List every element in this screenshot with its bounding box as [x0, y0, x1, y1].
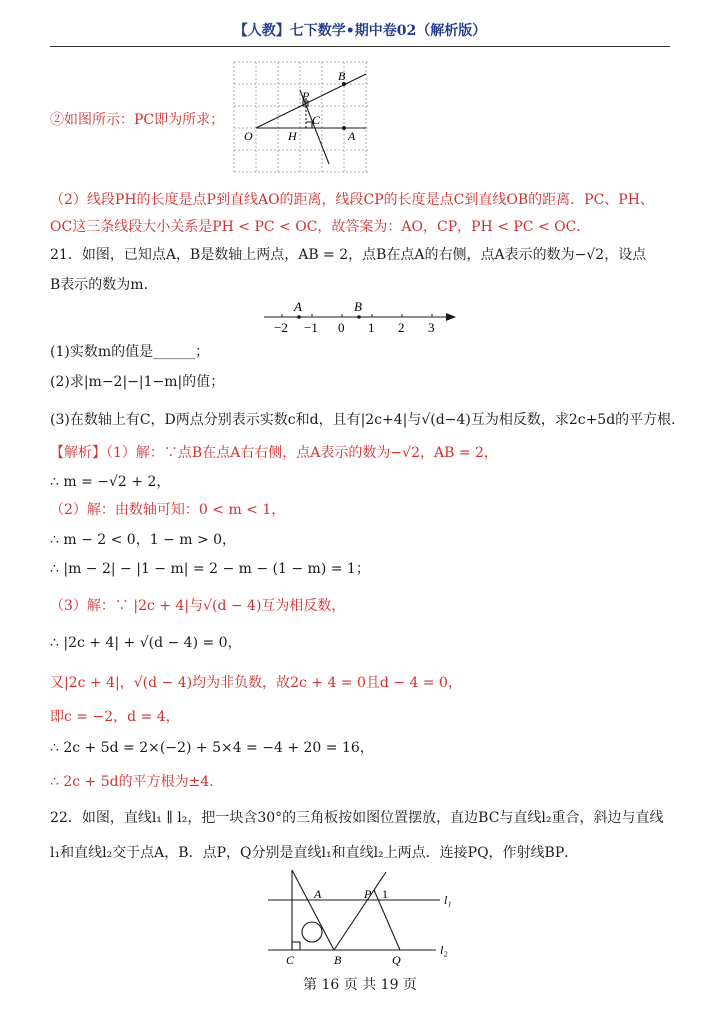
fig2-label-q: Q	[392, 953, 401, 967]
page-header: 【人教】七下数学•期中卷02（解析版）	[233, 23, 487, 39]
ray-ob	[256, 74, 366, 128]
label-b: B	[338, 69, 346, 83]
triangle-figure	[262, 868, 462, 968]
fig2-label-b: B	[334, 953, 342, 967]
tick-label: 1	[368, 320, 375, 334]
point-b	[357, 315, 361, 319]
fig2-label-p: P	[364, 887, 372, 901]
nl-label-a: A	[294, 299, 302, 314]
sol-line: ∴ m − 2 < 0，1 − m > 0，	[50, 532, 237, 548]
fig2-label-a: A	[314, 887, 322, 901]
label-o: O	[244, 129, 253, 143]
point-a	[297, 315, 301, 319]
hole	[302, 922, 322, 942]
part2-line2: OC这三条线段大小关系是PH < PC < OC，故答案为：AO，CP，PH < PC < OC．	[50, 219, 591, 235]
tick-label: −1	[304, 320, 318, 334]
sol-line: ∴ 2c + 5d的平方根为±4．	[50, 774, 224, 790]
label-c: C	[312, 113, 321, 127]
sol-line: （3）解：∵ |2c + 4|与√(d − 4)互为相反数，	[50, 598, 346, 614]
ray-bp	[334, 872, 386, 950]
q21-part2: (2)求|m−2|−|1−m|的值；	[50, 374, 225, 390]
sol-line: 即c = −2，d = 4，	[50, 709, 180, 725]
q21-stem1: 21．如图，已知点A，B是数轴上两点，AB = 2，点B在点A的右侧，点A表示的数为−√2，设点	[50, 247, 647, 263]
grid-figure	[232, 60, 370, 174]
sol-line: ∴ |2c + 4| + √(d − 4) = 0，	[50, 635, 242, 651]
q21-part3: (3)在数轴上有C，D两点分别表示实数c和d，且有|2c+4|与√(d−4)互为相反数，求2c+5d的平方根．	[50, 412, 686, 428]
fig2-label-c: C	[286, 953, 295, 967]
sol-line: ∴ 2c + 5d = 2×(−2) + 5×4 = −4 + 20 = 16，	[50, 740, 374, 756]
fig2-label-angle1: 1	[382, 887, 388, 901]
set-square	[292, 870, 334, 950]
sol-line: ∴ |m − 2| − |1 − m| = 2 − m − (1 − m) = 1；	[50, 561, 370, 577]
tick-label: 2	[398, 320, 405, 334]
nl-label-b: B	[354, 299, 362, 314]
sol-line: 又|2c + 4|，√(d − 4)均为非负数，故2c + 4 = 0且d − 4 = 0，	[50, 675, 462, 691]
sol-line: ∴ m = −√2 + 2，	[50, 474, 171, 490]
label-h: H	[288, 129, 297, 143]
fig2-label-l2: l₂	[440, 943, 448, 957]
number-line	[260, 296, 460, 334]
tick-label: 0	[338, 320, 345, 334]
q22-stem2: l₁和直线l₂交于点A，B．点P，Q分别是直线l₁和直线l₂上两点．连接PQ，作射线BP．	[50, 845, 579, 861]
tick-label: −2	[274, 320, 288, 334]
q21-stem2: B表示的数为m．	[50, 277, 158, 293]
q21-part1: (1)实数m的值是______；	[50, 344, 210, 360]
part2-line1: （2）线段PH的长度是点P到直线AO的距离，线段CP的长度是点C到直线OB的距离．PC、PH、	[50, 192, 654, 208]
header-divider	[50, 46, 670, 47]
sol-line: 【解析】（1）解：∵点B在点A右右侧，点A表示的数为−√2，AB = 2，	[50, 445, 498, 461]
sol-line: （2）解：由数轴可知：0 < m < 1，	[50, 502, 286, 518]
q22-stem1: 22．如图，直线l₁ ∥ l₂，把一块含30°的三角板按如图位置摆放，直边BC与直线l₂重合，斜边与直线	[50, 810, 664, 826]
fig1-caption: ②如图所示：PC即为所求；	[50, 112, 225, 128]
page-footer: 第 16 页 共 19 页	[303, 977, 417, 993]
fig2-label-l1: l₁	[444, 893, 452, 907]
label-p: P	[302, 89, 310, 103]
tick-label: 3	[428, 320, 435, 334]
label-a: A	[348, 129, 356, 143]
